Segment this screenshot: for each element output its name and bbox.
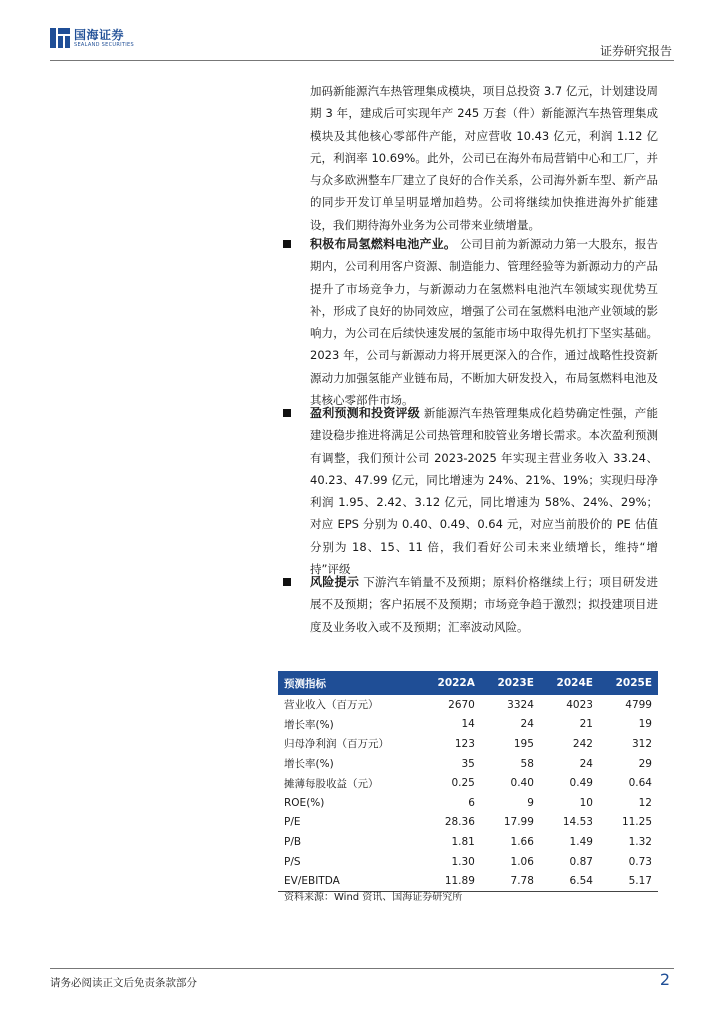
- table-cell: 1.66: [510, 835, 534, 848]
- table-cell: 1.30: [451, 855, 475, 868]
- table-cell: 12: [638, 796, 652, 809]
- table-cell: 242: [572, 737, 593, 750]
- table-cell: 1.06: [510, 855, 534, 868]
- page-header: [0, 0, 724, 70]
- forecast-table: [278, 671, 658, 892]
- table-cell: 19: [638, 718, 652, 731]
- risk-title: 风险提示: [310, 575, 360, 589]
- table-row: [278, 754, 658, 774]
- intro-paragraph: 加码新能源汽车热管理集成模块，项目总投资 3.7 亿元，计划建设周期 3 年，建成后可实现年产 245 万套（件）新能源汽车热管理集成模块及其他核心零部件产能，对应营收 10.43 亿元，利润 1.12 亿元，利润率 10.69%。此外，公司已在海外布局营销中心和工厂，并与众多欧洲整车厂建立了良好的合作关系，公司海外新车型、新产品的同步开发订单呈明显增加趋势。公司将继续加快推进海外扩能建设，我们期待海外业务为公司带来业绩增量。: [310, 84, 658, 232]
- table-cell: P/S: [284, 855, 301, 868]
- table-cell: 123: [454, 737, 475, 750]
- table-header-cell: 2023E: [481, 671, 540, 695]
- table-cell: 17.99: [503, 816, 534, 829]
- table-cell: 29: [638, 757, 652, 770]
- bullet-square-icon: [283, 578, 291, 586]
- hydrogen-body: 公司目前为新源动力第一大股东，报告期内，公司利用客户资源、制造能力、管理经验等为新源动力的产品提升了市场竞争力，与新源动力在氢燃料电池汽车领域实现优势互补，形成了良好的协同效应，增强了公司在氢燃料电池产业领域的影响力，为公司在后续快速发展的氢能市场中取得先机打下坚实基础。2023 年，公司与新源动力将开展更深入的合作，通过战略性投资新源动力加强氢能产业链布局，不断加大研发投入，布局氢燃料电池及其核心零部件市场。: [310, 237, 658, 408]
- table-header-cell: 2025E: [599, 671, 658, 695]
- table-row: [278, 832, 658, 852]
- table-cell: 14.53: [562, 816, 593, 829]
- header-divider: [50, 60, 674, 61]
- table-cell: 增长率(%): [284, 758, 334, 771]
- table-cell: 24: [520, 718, 534, 731]
- risk-body: 下游汽车销量不及预期；原料价格继续上行；项目研发进展不及预期；客户拓展不及预期；市场竞争趋于激烈；拟投建项目进度及业务收入或不及预期；汇率波动风险。: [310, 575, 658, 634]
- table-cell: 0.49: [569, 777, 593, 790]
- table-cell: 增长率(%): [284, 718, 334, 731]
- table-cell: 0.73: [628, 855, 652, 868]
- table-row: [278, 813, 658, 833]
- forecast-title: 盈利预测和投资评级: [310, 406, 420, 420]
- logo-name-cn: 国海证券: [74, 27, 125, 42]
- table-cell: P/B: [284, 835, 302, 848]
- table-row: [278, 852, 658, 872]
- table-cell: 摊薄每股收益（元）: [284, 777, 379, 790]
- table-header-cell: 2022A: [421, 671, 481, 695]
- table-cell: 4799: [625, 698, 652, 711]
- table-cell: 9: [527, 796, 534, 809]
- table-cell: 24: [579, 757, 593, 770]
- page-number: 2: [659, 970, 670, 989]
- forecast-paragraph: [310, 402, 658, 580]
- table-cell: 35: [461, 757, 475, 770]
- table-cell: 0.40: [510, 777, 534, 790]
- table-cell: 1.81: [451, 835, 475, 848]
- disclaimer-note: 请务必阅读正文后免责条款部分: [50, 977, 197, 989]
- logo-name-en: SEALAND SECURITIES: [74, 41, 134, 48]
- table-source-note: 资料来源：Wind 资讯、国海证券研究所: [284, 892, 463, 903]
- table-cell: 6: [468, 796, 475, 809]
- report-type-label: 证券研究报告: [599, 44, 672, 58]
- table-cell: 21: [579, 718, 593, 731]
- table-cell: 312: [631, 737, 652, 750]
- logo-icon: [50, 28, 70, 48]
- table-cell: 2670: [448, 698, 475, 711]
- risk-paragraph: [310, 571, 658, 638]
- bullet-square-icon: [283, 409, 291, 417]
- table-cell: 6.54: [540, 871, 599, 891]
- table-row: [278, 715, 658, 735]
- table-row: [278, 695, 658, 715]
- hydrogen-title: 积极布局氢燃料电池产业。: [310, 237, 456, 251]
- table-cell: 14: [461, 718, 475, 731]
- table-cell: 7.78: [481, 871, 540, 891]
- table-header-row: [278, 671, 658, 695]
- company-logo: [50, 28, 134, 48]
- table-cell: 195: [513, 737, 534, 750]
- table-cell: EV/EBITDA: [278, 871, 421, 891]
- table-header-cell: 2024E: [540, 671, 599, 695]
- table-cell: 0.87: [569, 855, 593, 868]
- table-cell: ROE(%): [284, 796, 325, 809]
- table-header-cell: 预测指标: [278, 671, 421, 695]
- table-cell: 11.89: [421, 871, 481, 891]
- hydrogen-paragraph: [310, 233, 658, 411]
- table-cell: 1.49: [569, 835, 593, 848]
- table-cell: 10: [579, 796, 593, 809]
- table-cell: P/E: [284, 816, 301, 829]
- table-cell: 归母净利润（百万元）: [284, 738, 389, 751]
- table-cell: 11.25: [621, 816, 652, 829]
- bullet-square-icon: [283, 240, 291, 248]
- table-cell: 营业收入（百万元）: [284, 699, 379, 712]
- forecast-body: 新能源汽车热管理集成化趋势确定性强，产能建设稳步推进将满足公司热管理和胶管业务增长需求。本次盈利预测有调整，我们预计公司 2023-2025 年实现主营业务收入 33.24、40.23、47.99 亿元，同比增速为 24%、21%、19%；实现归母净利润 1.95、2.42、3.12 亿元，同比增速为 58%、24%、29%；对应 EPS 分别为 0.40、0.49、0.64 元，对应当前股价的 PE 估值分别为 18、15、11 倍，我们看好公司未来业绩增长，维持“增持”评级: [310, 406, 658, 577]
- table-row: [278, 773, 658, 793]
- table-row: [278, 793, 658, 813]
- table-row: [278, 734, 658, 754]
- table-cell: 5.17: [599, 871, 658, 891]
- table-cell: 58: [520, 757, 534, 770]
- table-cell: 28.36: [444, 816, 475, 829]
- table-cell: 4023: [566, 698, 593, 711]
- footer-divider: [50, 968, 674, 969]
- table-cell: 0.25: [451, 777, 475, 790]
- table-cell: 0.64: [628, 777, 652, 790]
- table-cell: 3324: [507, 698, 534, 711]
- table-cell: 1.32: [628, 835, 652, 848]
